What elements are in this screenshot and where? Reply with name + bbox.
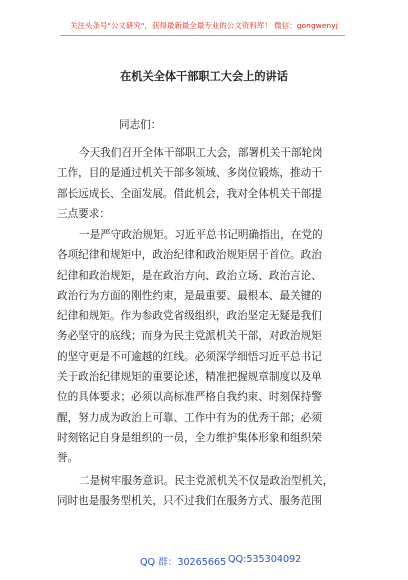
paragraph-line: 今天我们召开全体干部职工大会，部署机关干部轮岗 [79,147,323,159]
paragraph-line: 政治行为方面的刚性约束，是最重要、最根本、最关键的 [57,289,322,302]
header-banner: 关注头条号"公文研究"，获得最新最全最专业的公文资料库！ 微信：gongwenyj [70,21,338,30]
paragraph-line: 醒，努力成为政治上可靠、工作中有为的优秀干部；必须 [57,411,322,424]
paragraph-line: 部长远成长、全面发展。借此机会，我对全体机关干部提 [57,187,322,200]
paragraph-line: 关于政治纪律规矩的重要论述，精准把握规章制度以及单 [57,371,322,384]
header-divider [60,35,345,36]
paragraph-line: 誉。 [57,452,79,465]
salutation: 同志们： [119,119,162,131]
paragraph-line: 纪律和规矩。作为参政党省级组织，政治坚定无疑是我们 [57,310,322,323]
paragraph-line: 位的具体要求；必须以高标准严格自我约束、时刻保持警 [57,391,322,404]
paragraph-line: 同时也是服务型机关，只不过我们在服务方式、服务范围 [57,495,322,508]
paragraph-line: 务必坚守的底线；而身为民主党派机关干部，对政治规矩 [57,330,322,343]
paragraph-3 [57,471,357,512]
paragraph-line: 三点要求： [57,207,110,220]
paragraph-line: 工作，目的是通过机关干部多领域、多岗位锻炼，推动干 [57,167,322,180]
paragraph-line: 一是严守政治规矩。习近平总书记明确指出，在党的 [79,229,323,241]
footer-qq-group: QQ 群：30265665 [140,557,227,568]
paragraph-line: 的坚守更是不可逾越的红线。必须深学细悟习近平总书记 [57,350,322,363]
paragraph-1 [57,143,357,224]
document-title: 在机关全体干部职工大会上的讲话 [120,70,288,83]
paragraph-2 [57,225,357,469]
paragraph-line: 各项纪律和规矩中，政治纪律和政治规矩居于首位。政治 [57,249,322,262]
paragraph-line: 时刻铭记自身是组织的一员，全力维护集体形象和组织荣 [57,431,322,444]
paragraph-line: 二是树牢服务意识。民主党派机关不仅是政治型机关， [79,475,334,487]
footer-qq: QQ:535304092 [228,554,302,565]
paragraph-line: 纪律和政治规矩，是在政治方向、政治立场、政治言论、 [57,269,322,282]
